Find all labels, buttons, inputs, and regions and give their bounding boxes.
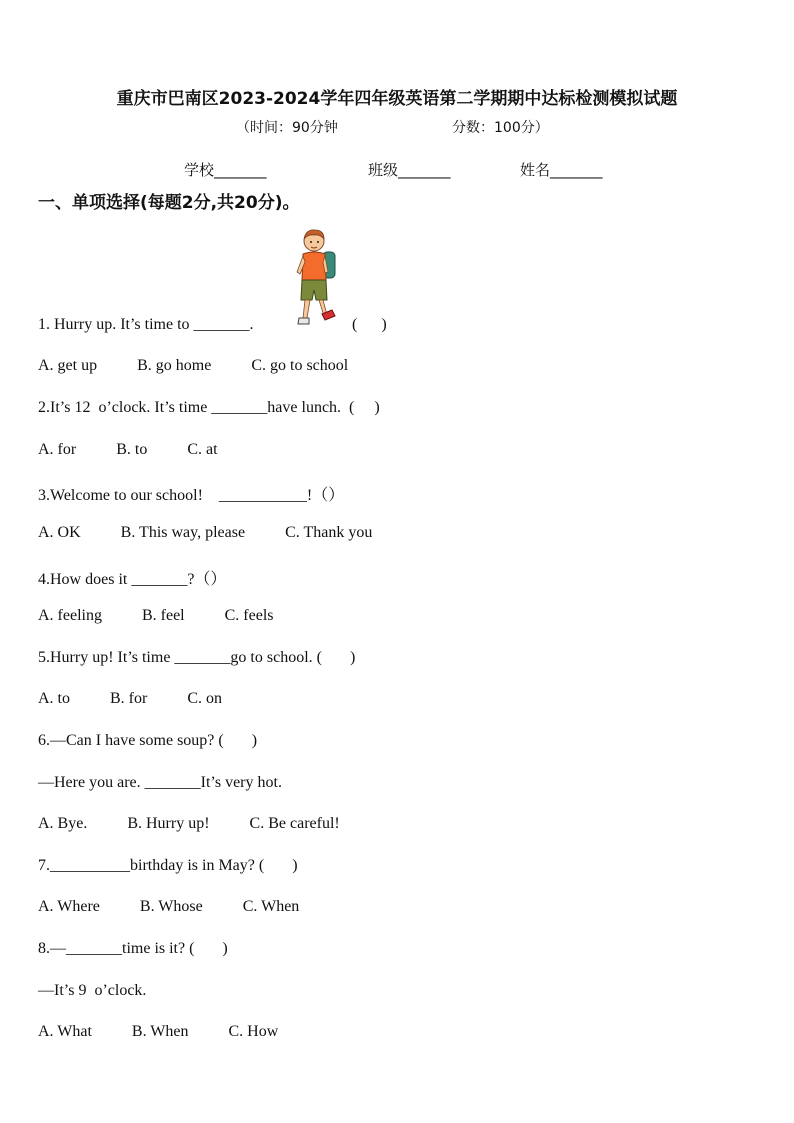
exam-score: 分数：100分） — [452, 120, 549, 136]
class-field: 班级_______ — [368, 161, 451, 179]
question-3-stem: 3.Welcome to our school! ___________!（） — [38, 487, 345, 504]
question-3-options: A. OK B. This way, please C. Thank you — [38, 524, 373, 541]
boy-with-backpack-icon — [290, 228, 340, 330]
question-4-stem: 4.How does it _______?（） — [38, 571, 227, 588]
question-2-options: A. for B. to C. at — [38, 441, 218, 458]
question-1-answer-paren: ( ) — [352, 316, 387, 333]
question-2-stem: 2.It’s 12 o’clock. It’s time _______have lunch. ( ) — [38, 399, 380, 416]
question-6-reply: —Here you are. _______It’s very hot. — [38, 774, 282, 791]
question-6-stem: 6.—Can I have some soup? ( ) — [38, 732, 258, 749]
question-5-options: A. to B. for C. on — [38, 690, 222, 707]
question-1-options: A. get up B. go home C. go to school — [38, 357, 349, 374]
section-heading: 一、单项选择(每题2分,共20分)。 — [38, 193, 300, 213]
question-8-options: A. What B. When C. How — [38, 1023, 279, 1040]
name-field: 姓名_______ — [520, 161, 603, 179]
exam-time: （时间：90分钟 — [236, 120, 338, 136]
question-6-options: A. Bye. B. Hurry up! C. Be careful! — [38, 815, 340, 832]
question-8-stem: 8.—_______time is it? ( ) — [38, 940, 228, 957]
question-8-reply: —It’s 9 o’clock. — [38, 982, 147, 999]
question-5-stem: 5.Hurry up! It’s time _______go to school. ( ) — [38, 649, 356, 666]
school-field: 学校_______ — [184, 161, 267, 179]
question-1-stem: 1. Hurry up. It’s time to _______. — [38, 316, 254, 333]
question-7-stem: 7.__________birthday is in May? ( ) — [38, 857, 298, 874]
page-title: 重庆市巴南区2023-2024学年四年级英语第二学期期中达标检测模拟试题 — [116, 89, 678, 109]
question-7-options: A. Where B. Whose C. When — [38, 898, 300, 915]
question-4-options: A. feeling B. feel C. feels — [38, 607, 274, 624]
